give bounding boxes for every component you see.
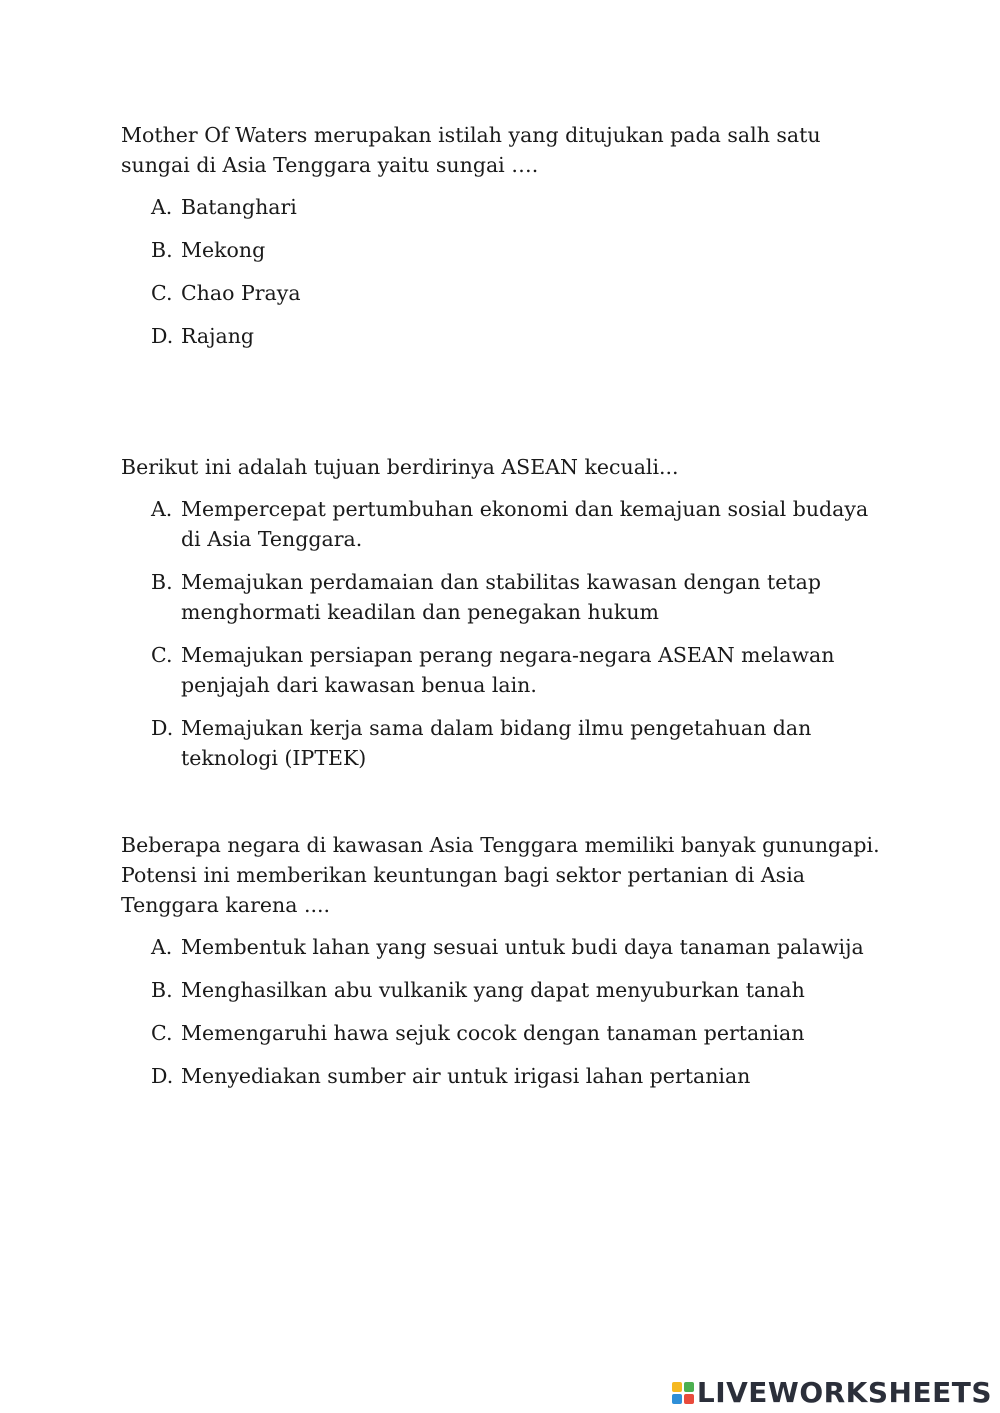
option-letter: D. xyxy=(151,1064,174,1088)
option-letter: C. xyxy=(151,643,173,667)
option-letter: A. xyxy=(151,195,173,219)
question-3 xyxy=(121,830,891,1104)
option-b[interactable] xyxy=(151,567,891,627)
option-text: Batanghari xyxy=(181,195,297,219)
options-list xyxy=(121,494,891,773)
option-text: Memajukan persiapan perang negara-negara ASEAN melawan penjajah dari kawasan benua lain. xyxy=(181,643,835,697)
option-text: Memajukan perdamaian dan stabilitas kawasan dengan tetap menghormati keadilan dan penegakan hukum xyxy=(181,570,821,624)
option-letter: B. xyxy=(151,978,173,1002)
liveworksheets-brand xyxy=(672,1376,992,1409)
option-text: Memengaruhi hawa sejuk cocok dengan tanaman pertanian xyxy=(181,1021,805,1045)
option-d[interactable] xyxy=(151,1061,891,1091)
option-d[interactable] xyxy=(151,713,891,773)
option-letter: D. xyxy=(151,324,174,348)
option-a[interactable] xyxy=(151,192,891,222)
option-b[interactable] xyxy=(151,235,891,265)
option-c[interactable] xyxy=(151,1018,891,1048)
question-1 xyxy=(121,120,891,364)
option-text: Mempercepat pertumbuhan ekonomi dan kemajuan sosial budaya di Asia Tenggara. xyxy=(181,497,869,551)
option-text: Chao Praya xyxy=(181,281,301,305)
option-c[interactable] xyxy=(151,640,891,700)
option-letter: C. xyxy=(151,281,173,305)
liveworksheets-logo-icon xyxy=(672,1382,694,1404)
options-list xyxy=(121,932,891,1091)
question-text: Mother Of Waters merupakan istilah yang ditujukan pada salh satu sungai di Asia Tenggara yaitu sungai …. xyxy=(121,123,821,177)
option-letter: D. xyxy=(151,716,174,740)
option-letter: A. xyxy=(151,935,173,959)
brand-name: LIVEWORKSHEETS xyxy=(696,1376,992,1409)
question-text: Beberapa negara di kawasan Asia Tenggara memiliki banyak gunungapi. Potensi ini memberikan keuntungan bagi sektor pertanian di Asia Tenggara karena .... xyxy=(121,833,880,917)
option-letter: A. xyxy=(151,497,173,521)
question-2 xyxy=(121,452,891,786)
option-text: Membentuk lahan yang sesuai untuk budi daya tanaman palawija xyxy=(181,935,864,959)
option-a[interactable] xyxy=(151,932,891,962)
option-text: Memajukan kerja sama dalam bidang ilmu pengetahuan dan teknologi (IPTEK) xyxy=(181,716,812,770)
option-letter: B. xyxy=(151,238,173,262)
option-d[interactable] xyxy=(151,321,891,351)
question-text: Berikut ini adalah tujuan berdirinya ASEAN kecuali... xyxy=(121,455,679,479)
option-text: Menyediakan sumber air untuk irigasi lahan pertanian xyxy=(181,1064,751,1088)
option-text: Rajang xyxy=(181,324,255,348)
option-text: Mekong xyxy=(181,238,266,262)
option-letter: B. xyxy=(151,570,173,594)
option-c[interactable] xyxy=(151,278,891,308)
option-text: Menghasilkan abu vulkanik yang dapat menyuburkan tanah xyxy=(181,978,805,1002)
option-a[interactable] xyxy=(151,494,891,554)
option-b[interactable] xyxy=(151,975,891,1005)
option-letter: C. xyxy=(151,1021,173,1045)
options-list xyxy=(121,192,891,351)
